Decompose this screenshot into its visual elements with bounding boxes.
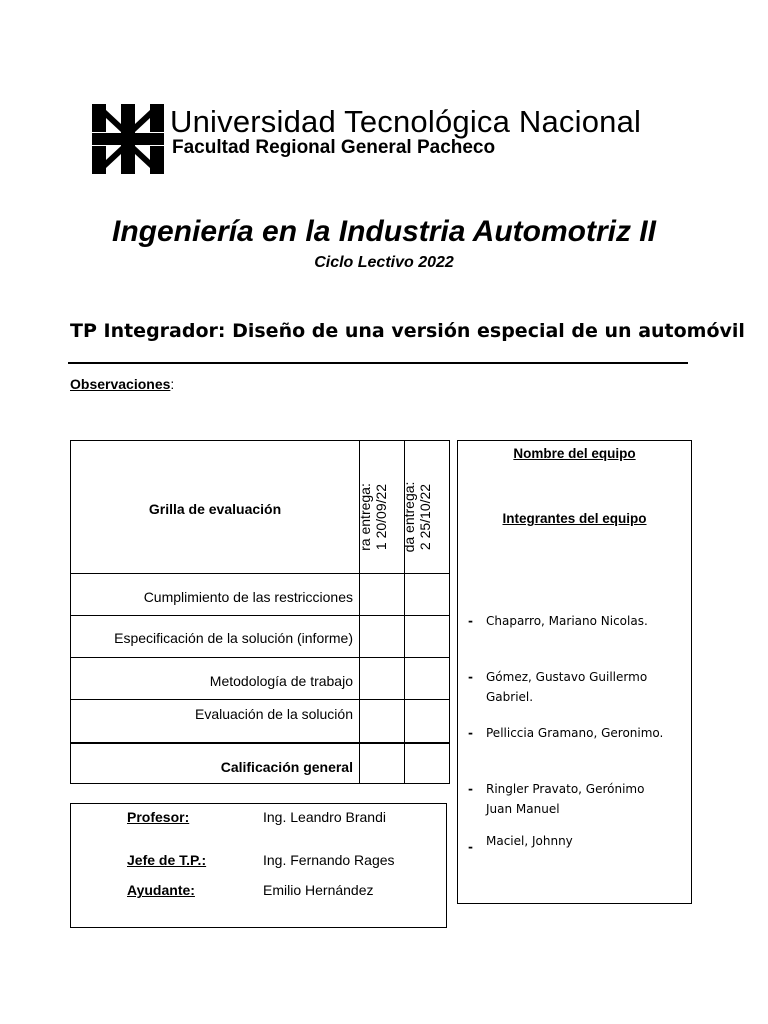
grid-row-divider bbox=[71, 615, 449, 616]
course-cycle: Ciclo Lectivo 2022 bbox=[314, 254, 454, 271]
grid-row-divider bbox=[71, 742, 449, 744]
faculty-name: Facultad Regional General Pacheco bbox=[172, 137, 496, 158]
team-member: - Chaparro, Mariano Nicolas. bbox=[468, 614, 648, 628]
assistant-name: Emilio Hernández bbox=[263, 882, 374, 898]
first-delivery-header: ra entrega: 1 20/09/22 bbox=[357, 483, 389, 551]
team-member: - Gómez, Gustavo Guillermo Gabriel. bbox=[468, 670, 648, 704]
university-name: Universidad Tecnológica Nacional bbox=[170, 104, 642, 139]
observations: Observaciones: bbox=[70, 376, 175, 392]
assistant-label: Ayudante: bbox=[127, 882, 195, 898]
criterion-restrictions: Cumplimiento de las restricciones bbox=[143, 589, 353, 605]
team-name-heading: Nombre del equipo bbox=[513, 446, 636, 461]
team-box bbox=[457, 440, 692, 904]
staff-box bbox=[70, 803, 447, 928]
team-member: - Maciel, Johnny bbox=[468, 834, 573, 854]
chief-name: Ing. Fernando Rages bbox=[263, 852, 395, 868]
team-member: - Pelliccia Gramano, Geronimo. bbox=[468, 726, 664, 740]
overall-grade: Calificación general bbox=[220, 759, 353, 775]
professor-label: Profesor: bbox=[127, 809, 190, 825]
grid-row-divider bbox=[71, 657, 449, 658]
grid-title: Grilla de evaluación bbox=[148, 501, 282, 517]
team-member: - Ringler Pravato, Gerónimo Juan Manuel bbox=[468, 782, 645, 816]
second-delivery-header: da entrega: 2 25/10/22 bbox=[401, 481, 433, 553]
criterion-specification: Especificación de la solución (informe) bbox=[114, 630, 353, 646]
criterion-methodology: Metodología de trabajo bbox=[209, 673, 353, 689]
criterion-evaluation: Evaluación de la solución bbox=[195, 706, 353, 722]
evaluation-grid bbox=[70, 440, 450, 784]
team-members-heading: Integrantes del equipo bbox=[502, 511, 647, 526]
course-title: Ingeniería en la Industria Automotriz II bbox=[112, 215, 656, 248]
grid-row-divider bbox=[71, 699, 449, 700]
grid-row-divider bbox=[71, 573, 449, 574]
chief-label: Jefe de T.P.: bbox=[127, 852, 207, 868]
observations-label: Observaciones bbox=[70, 376, 171, 392]
tp-title: TP Integrador: Diseño de una versión especial de un automóvil bbox=[70, 320, 745, 342]
utn-logo bbox=[92, 104, 164, 174]
professor-name: Ing. Leandro Brandi bbox=[263, 809, 386, 825]
title-divider bbox=[68, 362, 688, 364]
